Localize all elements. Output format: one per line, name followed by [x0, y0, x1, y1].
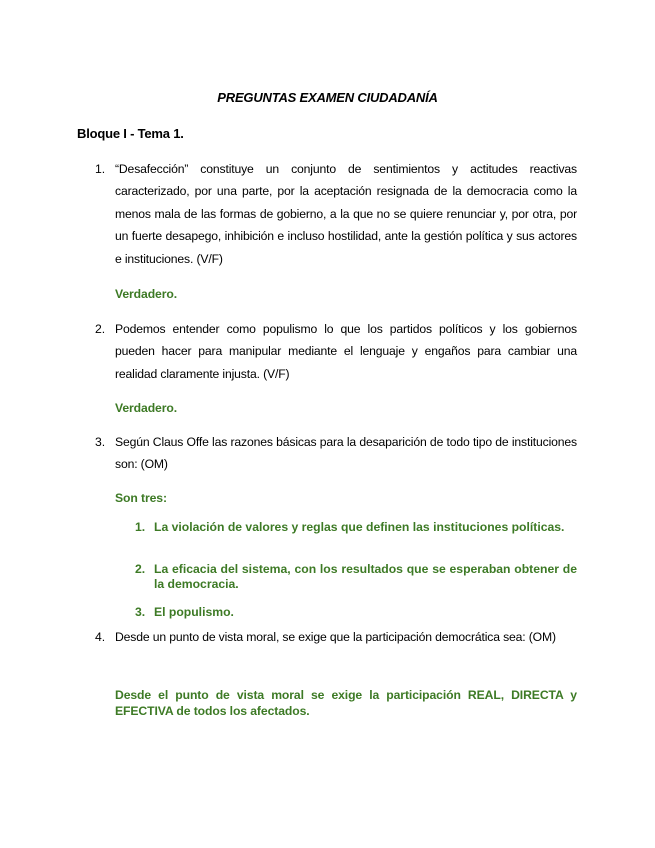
- answer-3-list-item: [115, 562, 577, 592]
- answer-3-item-1-number: 1.: [135, 520, 146, 534]
- answer-3-list-item: [115, 605, 577, 620]
- answer-1: Verdadero.: [115, 287, 177, 301]
- question-2: [77, 318, 577, 385]
- answer-3-item-3-number: 3.: [135, 605, 146, 619]
- answer-3-item-2-text: La eficacia del sistema, con los resultados que se esperaban obtener de la democracia.: [154, 562, 577, 591]
- answer-2: Verdadero.: [115, 401, 177, 415]
- question-2-number: 2.: [95, 322, 106, 336]
- answer-3-item-1-text: La violación de valores y reglas que definen las instituciones políticas.: [154, 520, 565, 534]
- answer-3-list-item: [115, 520, 577, 535]
- question-1-number: 1.: [95, 162, 106, 176]
- answer-3-item-3-text: El populismo.: [154, 605, 234, 619]
- question-1-text: “Desafección” constituye un conjunto de sentimientos y actitudes reactivas caracterizado, por una parte, por la aceptación resignada de la democracia como la menos mala de las formas de gobierno, a la que no se quiere renunciar y, por otra, por un fuerte desapego, inhibición e incluso hostilidad, ante la gestión política y sus actores e instituciones. (V/F): [115, 162, 577, 266]
- question-3: [77, 431, 577, 476]
- answer-3-item-2-number: 2.: [135, 562, 146, 576]
- question-1: [77, 158, 577, 270]
- question-3-number: 3.: [95, 435, 106, 449]
- question-3-text: Según Claus Offe las razones básicas para la desaparición de todo tipo de instituciones son: (OM): [115, 435, 577, 472]
- answer-3-intro: Son tres:: [115, 491, 167, 505]
- question-2-text: Podemos entender como populismo lo que los partidos políticos y los gobiernos pueden hacer para manipular mediante el lenguaje y engaños para cambiar una realidad claramente injusta. (V/F): [115, 322, 577, 381]
- answer-4: Desde el punto de vista moral se exige la participación REAL, DIRECTA y EFECTIVA de todos los afectados.: [115, 688, 577, 718]
- question-4-number: 4.: [95, 630, 106, 644]
- block-heading: Bloque I - Tema 1.: [77, 126, 184, 141]
- document-title: PREGUNTAS EXAMEN CIUDADANÍA: [217, 90, 438, 105]
- question-4-text: Desde un punto de vista moral, se exige que la participación democrática sea: (OM): [115, 630, 556, 644]
- question-4: [77, 626, 577, 648]
